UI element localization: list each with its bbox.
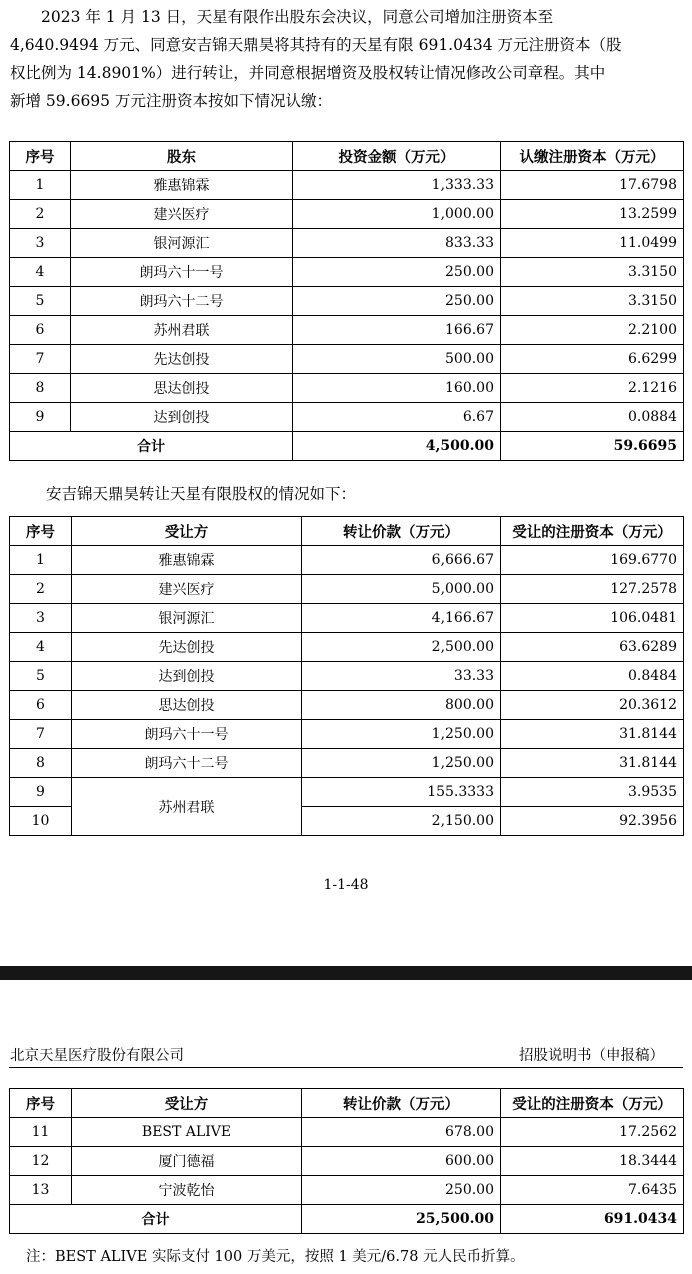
table-cell: 苏州君联 [72, 778, 302, 836]
table-cell: 691.0434 [501, 1205, 684, 1234]
table-cell: 3 [10, 229, 71, 258]
table-cell: 2,500.00 [302, 633, 501, 662]
col-header: 股东 [71, 142, 293, 171]
table-row [10, 345, 684, 374]
table-header-row [10, 142, 684, 171]
table-cell: 155.3333 [302, 778, 501, 807]
table-cell: 7 [10, 720, 72, 749]
table-cell: 朗玛六十二号 [72, 749, 302, 778]
table-cell: 先达创投 [71, 345, 293, 374]
table-cell: 5 [10, 662, 72, 691]
table-cell: 1,250.00 [302, 749, 501, 778]
table-cell: 8 [10, 749, 72, 778]
table-cell: 11 [10, 1118, 72, 1147]
total-row [10, 432, 684, 461]
table-cell: 1,250.00 [302, 720, 501, 749]
table-cell: 苏州君联 [71, 316, 293, 345]
table-cell: 169.6770 [501, 546, 684, 575]
table-cell: 先达创投 [72, 633, 302, 662]
table-cell: 4 [10, 258, 71, 287]
table-cell: 600.00 [302, 1147, 501, 1176]
transfer-intro: 安吉锦天鼎昊转让天星有限股权的情况如下： [46, 485, 357, 503]
table-row [10, 1176, 684, 1205]
table-row [10, 1147, 684, 1176]
table-cell: 2,150.00 [302, 807, 501, 836]
table-cell: 1,333.33 [293, 171, 501, 200]
table-cell: 250.00 [293, 258, 501, 287]
table-cell: 31.8144 [501, 720, 684, 749]
table-cell: 1,000.00 [293, 200, 501, 229]
table-row [10, 316, 684, 345]
table-cell: 13 [10, 1176, 72, 1205]
table-cell: 106.0481 [501, 604, 684, 633]
table-row [10, 1118, 684, 1147]
table-cell: 250.00 [293, 287, 501, 316]
paragraph-line: 新增 59.6695 万元注册资本按如下情况认缴： [10, 92, 332, 110]
table-cell: 雅惠锦霖 [72, 546, 302, 575]
table-cell: 2.2100 [501, 316, 684, 345]
table-cell: 678.00 [302, 1118, 501, 1147]
table-row [10, 749, 684, 778]
table-row [10, 575, 684, 604]
table-cell: 10 [10, 807, 72, 836]
paragraph-line: 权比例为 14.8901%）进行转让，并同意根据增资及股权转让情况修改公司章程。其中 [10, 64, 606, 82]
table-cell: 思达创投 [72, 691, 302, 720]
table-row [10, 778, 684, 807]
table-body [10, 546, 684, 836]
col-header: 转让价款（万元） [302, 517, 501, 546]
table-cell: 达到创投 [71, 403, 293, 432]
table-cell: 1 [10, 171, 71, 200]
table-cell: 20.3612 [501, 691, 684, 720]
col-header: 受让方 [72, 517, 302, 546]
table-row [10, 200, 684, 229]
page-separator [0, 966, 692, 980]
table-cell: 朗玛六十一号 [71, 258, 293, 287]
table-cell: 800.00 [302, 691, 501, 720]
table-cell: 25,500.00 [302, 1205, 501, 1234]
table-cell: 4,500.00 [293, 432, 501, 461]
table-cell: 3.9535 [501, 778, 684, 807]
table-cell: 5 [10, 287, 71, 316]
table-cell: 银河源汇 [71, 229, 293, 258]
table-cell: 8 [10, 374, 71, 403]
table-cell: 6 [10, 316, 71, 345]
table-cell: 92.3956 [501, 807, 684, 836]
paragraph-line: 4,640.9494 万元、同意安吉锦天鼎昊将其持有的天星有限 691.0434 万元注册资本（股 [10, 36, 622, 54]
table-cell: 9 [10, 403, 71, 432]
table-row [10, 287, 684, 316]
col-header: 受让的注册资本（万元） [501, 517, 684, 546]
col-header: 受让的注册资本（万元） [501, 1089, 684, 1118]
company-name: 北京天星医疗股份有限公司 [10, 1048, 184, 1064]
table-cell: 2 [10, 200, 71, 229]
table-body [10, 1118, 684, 1234]
table-cell: 127.2578 [501, 575, 684, 604]
table-cell: 160.00 [293, 374, 501, 403]
table-row [10, 691, 684, 720]
table-cell: 17.2562 [501, 1118, 684, 1147]
paragraph-line: 2023 年 1 月 13 日，天星有限作出股东会决议，同意公司增加注册资本至 [10, 8, 554, 26]
table-cell: 5,000.00 [302, 575, 501, 604]
subscription-table [9, 141, 684, 461]
table-cell: 2.1216 [501, 374, 684, 403]
table-cell: 6 [10, 691, 72, 720]
page-number: 1-1-48 [323, 877, 369, 893]
table-row [10, 546, 684, 575]
table-cell: 银河源汇 [72, 604, 302, 633]
table-cell: 思达创投 [71, 374, 293, 403]
table-cell: 250.00 [302, 1176, 501, 1205]
table-row [10, 633, 684, 662]
table-cell: 建兴医疗 [72, 575, 302, 604]
table-body [10, 171, 684, 461]
table-cell: 0.8484 [501, 662, 684, 691]
table-row [10, 171, 684, 200]
document-type: 招股说明书（申报稿） [519, 1048, 664, 1064]
table-row [10, 403, 684, 432]
table-cell: 4,166.67 [302, 604, 501, 633]
table-cell: 建兴医疗 [71, 200, 293, 229]
table-cell: 7 [10, 345, 71, 374]
table-cell: 9 [10, 778, 72, 807]
col-header: 认缴注册资本（万元） [501, 142, 684, 171]
col-header: 转让价款（万元） [302, 1089, 501, 1118]
table-cell: 朗玛六十一号 [72, 720, 302, 749]
footnote: 注：BEST ALIVE 实际支付 100 万美元，按照 1 美元/6.78 元人民币折算。 [26, 1249, 525, 1265]
table-cell: 3.3150 [501, 258, 684, 287]
intro-paragraph [10, 3, 682, 115]
table-cell: 2 [10, 575, 72, 604]
col-header: 序号 [10, 517, 72, 546]
col-header: 序号 [10, 142, 71, 171]
table-header-row [10, 1089, 684, 1118]
table-cell: 厦门德福 [72, 1147, 302, 1176]
table-cell: 11.0499 [501, 229, 684, 258]
table-cell: 3.3150 [501, 287, 684, 316]
table-row [10, 604, 684, 633]
table-cell: 833.33 [293, 229, 501, 258]
header-divider [9, 1067, 683, 1068]
table-cell: 500.00 [293, 345, 501, 374]
table-cell: 宁波乾怡 [72, 1176, 302, 1205]
total-row [10, 1205, 684, 1234]
table-header-row [10, 517, 684, 546]
table-cell: 18.3444 [501, 1147, 684, 1176]
table-row [10, 258, 684, 287]
table-cell: 59.6695 [501, 432, 684, 461]
table-cell: 6.67 [293, 403, 501, 432]
table-cell: 1 [10, 546, 72, 575]
table-cell: 63.6289 [501, 633, 684, 662]
table-cell: 12 [10, 1147, 72, 1176]
table-cell: 朗玛六十二号 [71, 287, 293, 316]
table-cell: 31.8144 [501, 749, 684, 778]
table-cell: 7.6435 [501, 1176, 684, 1205]
transfer-table-continued [9, 1088, 684, 1234]
table-cell: 达到创投 [72, 662, 302, 691]
table-cell: 6.6299 [501, 345, 684, 374]
table-cell: 3 [10, 604, 72, 633]
col-header: 序号 [10, 1089, 72, 1118]
table-cell: 17.6798 [501, 171, 684, 200]
transfer-table [9, 516, 684, 836]
table-cell: 0.0884 [501, 403, 684, 432]
col-header: 受让方 [72, 1089, 302, 1118]
table-cell: 6,666.67 [302, 546, 501, 575]
table-cell: BEST ALIVE [72, 1118, 302, 1147]
table-row [10, 720, 684, 749]
table-cell: 33.33 [302, 662, 501, 691]
table-cell: 166.67 [293, 316, 501, 345]
table-cell: 13.2599 [501, 200, 684, 229]
table-row [10, 662, 684, 691]
col-header: 投资金额（万元） [293, 142, 501, 171]
table-cell: 合计 [10, 1205, 302, 1234]
table-cell: 合计 [10, 432, 293, 461]
table-row [10, 229, 684, 258]
table-row [10, 374, 684, 403]
table-cell: 雅惠锦霖 [71, 171, 293, 200]
table-cell: 4 [10, 633, 72, 662]
